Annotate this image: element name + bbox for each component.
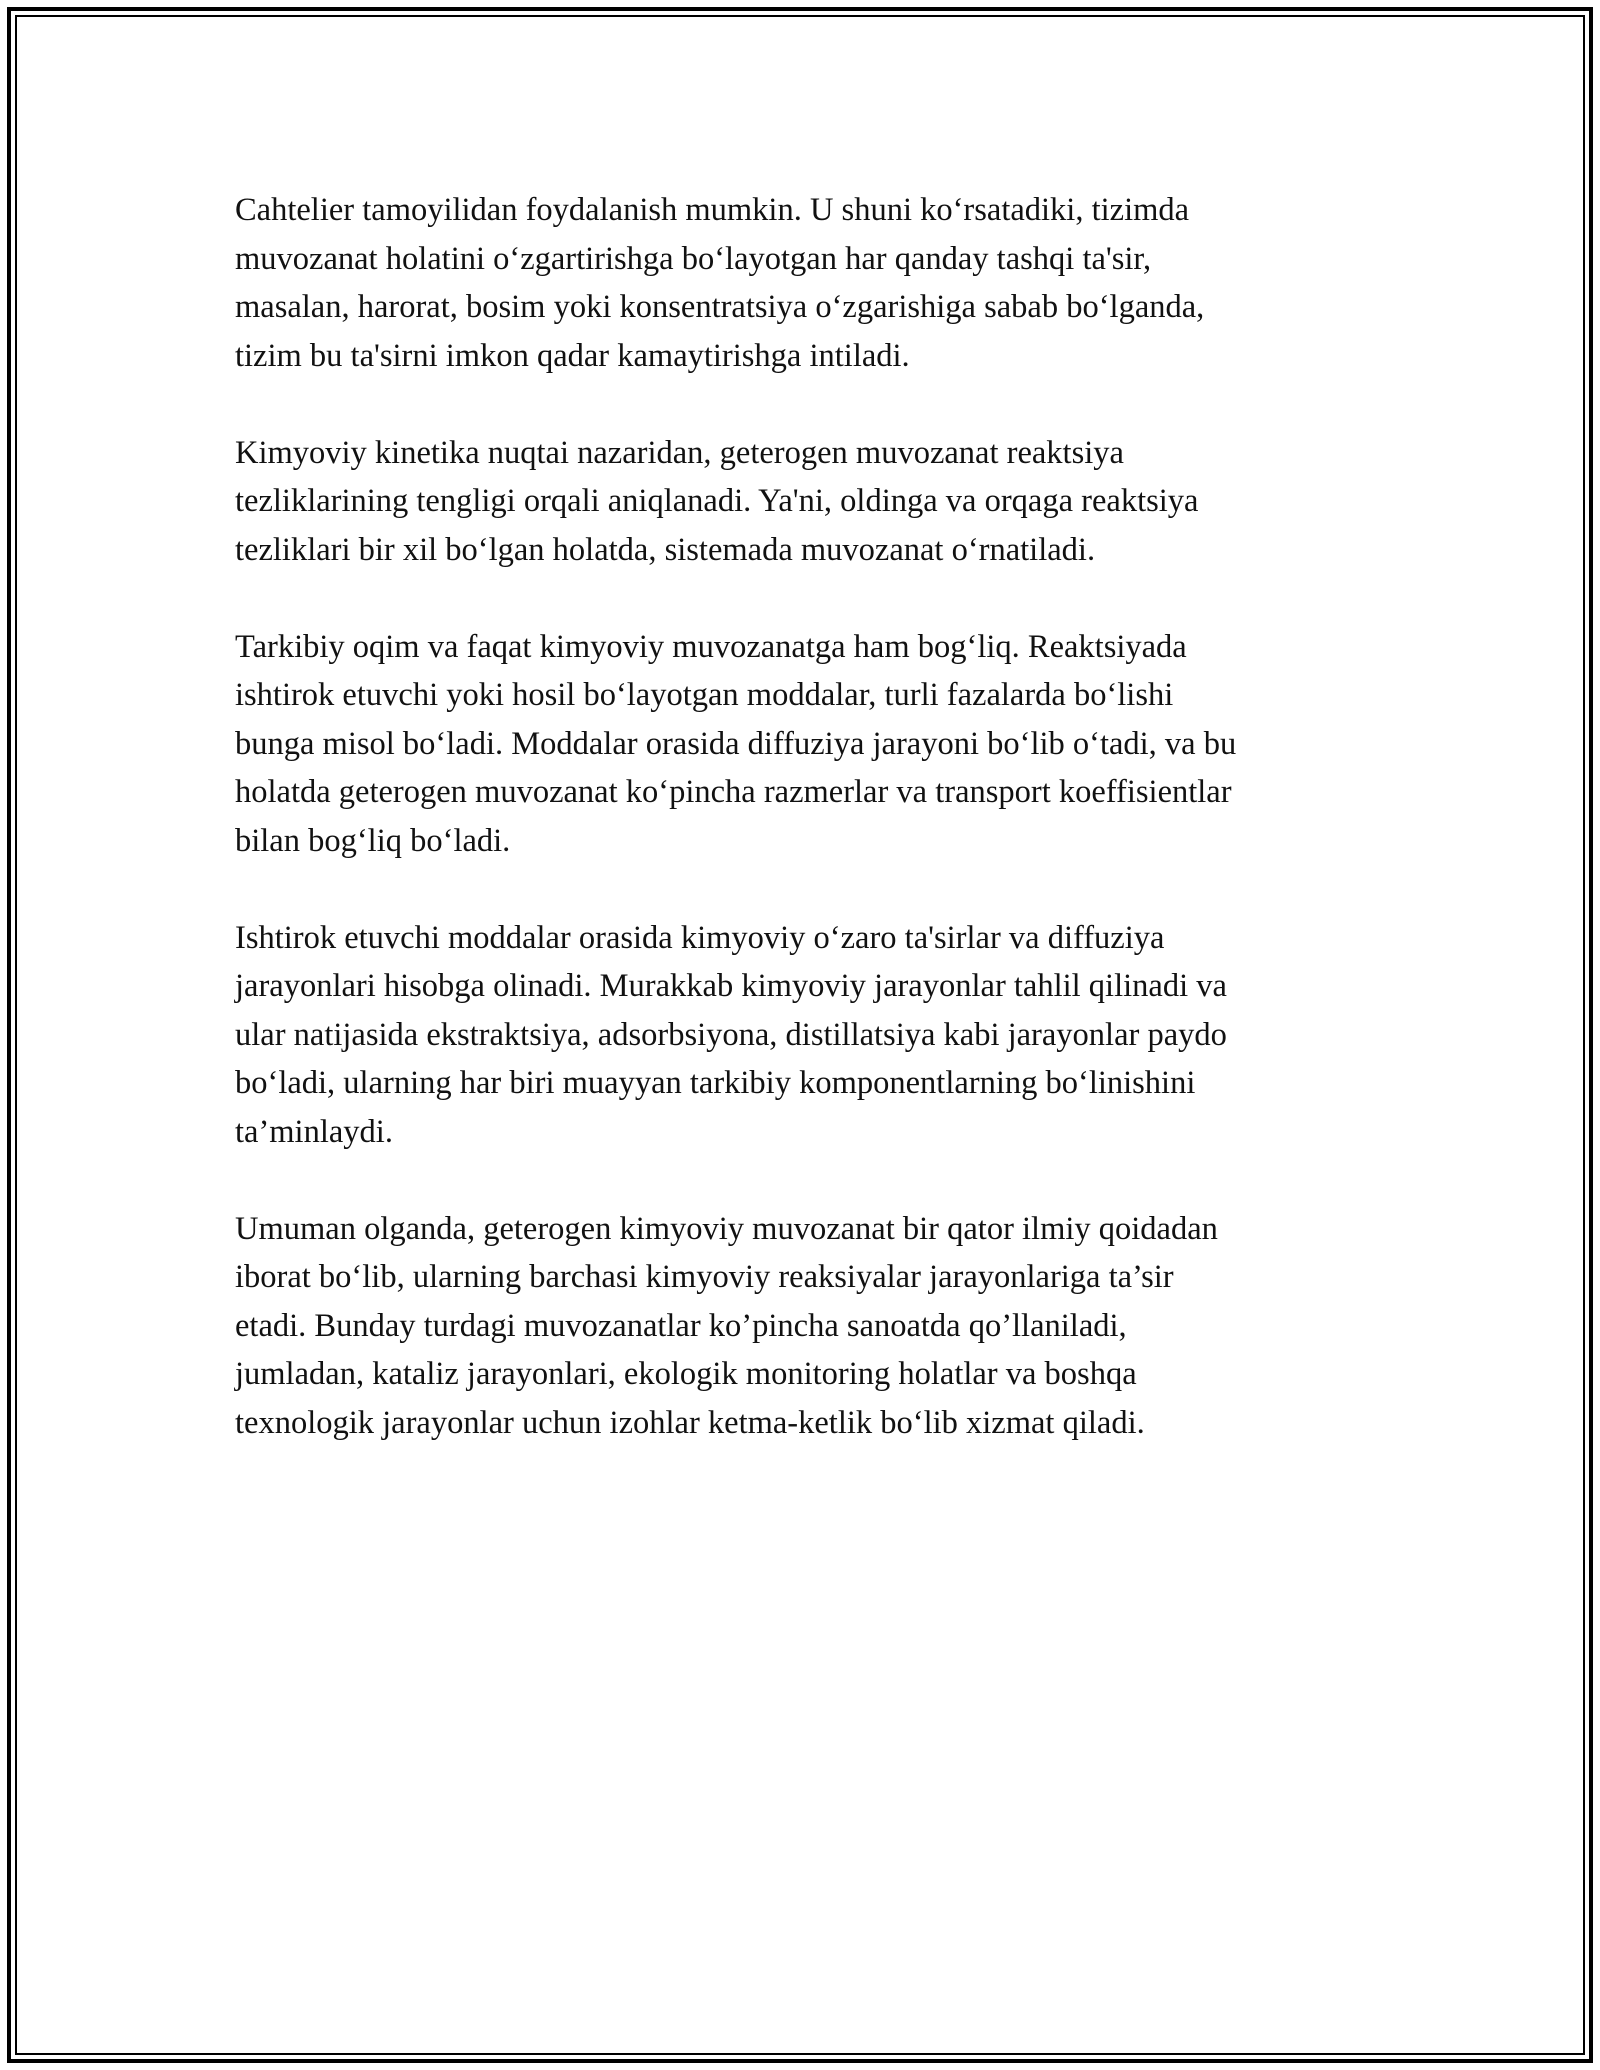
document-body [235, 186, 1385, 1496]
paragraph-2: Kimyoviy kinetika nuqtai nazaridan, geterogen muvozanat reaktsiya tezliklarining tengligi orqali aniqlanadi. Ya'ni, oldinga va orqaga reaktsiya tezliklari bir xil boʻlgan holatda, sistemada muvozanat oʻrnatiladi. [235, 434, 1199, 568]
paragraph-1: Cahtelier tamoyilidan foydalanish mumkin. U shuni koʻrsatadiki, tizimda muvozanat holatini oʻzgartirishga boʻlayotgan har qanday tashqi ta'sir, masalan, harorat, bosim yoki konsentratsiya oʻzgarishiga sabab boʻlganda, tizim bu ta'sirni imkon qadar kamaytirishga intiladi. [235, 192, 1205, 374]
paragraph-5: Umuman olganda, geterogen kimyoviy muvozanat bir qator ilmiy qoidadan iborat boʻlib, ularning barchasi kimyoviy reaksiyalar jarayonlariga ta’sir etadi. Bunday turdagi muvozanatlar ko’pincha sanoatda qo’llaniladi, jumladan, kataliz jarayonlari, ekologik monitoring holatlar va boshqa texnologik jarayonlar uchun izohlar ketma-ketlik boʻlib xizmat qiladi. [235, 1210, 1218, 1441]
paragraph-4: Ishtirok etuvchi moddalar orasida kimyoviy oʻzaro ta'sirlar va diffuziya jarayonlari hisobga olinadi. Murakkab kimyoviy jarayonlar tahlil qilinadi va ular natijasida ekstraktsiya, adsorbsiyona, distillatsiya kabi jarayonlar paydo boʻladi, ularning har biri muayyan tarkibiy komponentlarning boʻlinishini ta’minlaydi. [235, 919, 1227, 1150]
paragraph-3: Tarkibiy oqim va faqat kimyoviy muvozanatga ham bogʻliq. Reaktsiyada ishtirok etuvchi yoki hosil boʻlayotgan moddalar, turli fazalarda boʻlishi bunga misol boʻladi. Moddalar orasida diffuziya jarayoni boʻlib oʻtadi, va bu holatda geterogen muvozanat koʻpincha razmerlar va transport koeffisientlar bilan bogʻliq boʻladi. [235, 628, 1237, 859]
